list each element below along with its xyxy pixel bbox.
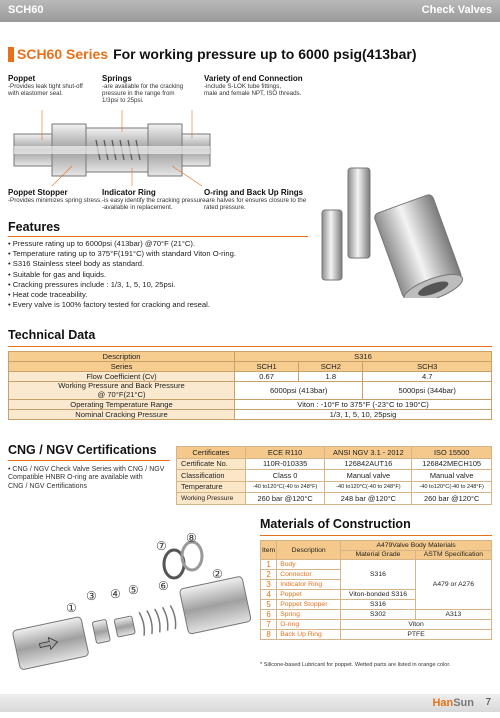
table-cell: S316: [341, 600, 416, 610]
list-item: • Cracking pressures include : 1/3, 1, 5, 10, 25psi.: [8, 279, 176, 289]
table-row: [261, 541, 492, 551]
table-cell: 1/3, 1, 5, 10, 25psig: [235, 410, 492, 420]
callout-desc: -are available for the cracking pressure in the range from 1/3psi to 25psi.: [102, 83, 184, 105]
table-cell: A479 or A276: [415, 560, 491, 610]
table-cell: -40 to120°C(-40 to 248°F): [325, 481, 412, 493]
callout-number: ⑤: [128, 583, 139, 597]
table-cell: PTFE: [341, 630, 492, 640]
materials-table: [260, 540, 492, 640]
table-row: [9, 362, 492, 372]
table-cell: 7: [261, 620, 277, 630]
callout-label: Indicator Ring: [102, 188, 156, 197]
table-cell: 1: [261, 560, 277, 570]
table-cell: SCH1: [235, 362, 299, 372]
table-cell: Body: [277, 560, 341, 570]
table-cell: 126842MECH105: [412, 458, 492, 470]
table-row: [261, 560, 492, 570]
callout-number: ③: [86, 589, 97, 603]
table-cell: 248 bar @120°C: [325, 493, 412, 505]
table-row: [177, 447, 492, 459]
table-cell: 0.67: [235, 372, 299, 382]
cng-note: • CNG / NGV Check Valve Series with CNG / NGV Compatible HNBR O-ring are available with CNG / NGV Certifications: [8, 466, 165, 490]
table-cell: 4: [261, 590, 277, 600]
materials-divider: [260, 535, 492, 536]
table-cell: 5: [261, 600, 277, 610]
table-cell: Working Pressure and Back Pressure @ 70°F(21°C): [9, 382, 235, 400]
table-cell: Classification: [177, 470, 246, 482]
table-row: [177, 493, 492, 505]
callout-label: Poppet Stopper: [8, 188, 68, 197]
list-item: • Heat code traceability.: [8, 290, 88, 300]
table-cell: Class 0: [245, 470, 325, 482]
table-cell: Series: [9, 362, 235, 372]
table-cell: Viton-bonded S316: [341, 590, 416, 600]
table-row: [9, 352, 492, 362]
table-cell: ANSI NGV 3.1 - 2012: [325, 447, 412, 459]
table-cell: ECE R110: [245, 447, 325, 459]
title-marker: [8, 47, 14, 62]
table-row: [177, 458, 492, 470]
callout-springs: [102, 74, 212, 105]
table-cell: 126842AUT16: [325, 458, 412, 470]
callout-desc: -are halves for ensures closure to the rated pressure.: [204, 197, 307, 212]
table-cell: Operating Temperature Range: [9, 400, 235, 410]
table-cell: SCH2: [299, 362, 363, 372]
table-cell: Description: [9, 352, 235, 362]
table-cell: Flow Coefficient (Cv): [9, 372, 235, 382]
callout-end-connection: [204, 74, 344, 97]
page-number: 7: [485, 697, 491, 708]
table-cell: Certificate No.: [177, 458, 246, 470]
callout-poppet-stopper: [8, 188, 103, 204]
table-row: [9, 372, 492, 382]
table-cell: Spring: [277, 610, 341, 620]
callout-desc: -Provides leak tight shut-off with elastomer seal.: [8, 83, 83, 98]
exploded-view-illustration: [6, 528, 254, 678]
table-cell: 5000psi (344bar): [363, 382, 492, 400]
callout-indicator-ring: [102, 188, 212, 211]
technical-divider: [8, 346, 492, 347]
table-cell: 8: [261, 630, 277, 640]
table-cell: 110R-010335: [245, 458, 325, 470]
table-cell: Certificates: [177, 447, 246, 459]
table-cell: 6: [261, 610, 277, 620]
callout-label: O-ring and Back Up Rings: [204, 188, 304, 197]
list-item: • Suitable for gas and liquids.: [8, 269, 107, 279]
brand-logo: HanSun: [432, 697, 474, 709]
header-series: SCH60: [8, 4, 44, 16]
table-cell: -40 to120°C(-40 to 248°F): [412, 481, 492, 493]
list-item: • S316 Stainless steel body as standard.: [8, 259, 145, 269]
table-cell: Item: [261, 541, 277, 560]
table-cell: S316: [235, 352, 492, 362]
table-cell: 6000psi (413bar): [235, 382, 363, 400]
technical-title: Technical Data: [8, 328, 96, 342]
top-bar: [0, 0, 500, 22]
table-cell: ASTM Specification: [415, 550, 491, 560]
callout-number: ⑦: [156, 539, 167, 553]
technical-table: [8, 351, 492, 420]
title-subtitle: For working pressure up to 6000 psig(413bar): [113, 46, 417, 62]
table-cell: Poppet Stopper: [277, 600, 341, 610]
materials-note: * Silicone-based Lubricant for poppet. Wetted parts are listed in orange color.: [260, 662, 451, 668]
features-title: Features: [8, 220, 61, 234]
materials-title: Materials of Construction: [260, 517, 411, 531]
table-cell: Manual valve: [412, 470, 492, 482]
table-cell: S316: [341, 560, 416, 590]
table-cell: 260 bar @120°C: [245, 493, 325, 505]
table-cell: Nominal Cracking Pressure: [9, 410, 235, 420]
table-cell: Manual valve: [325, 470, 412, 482]
product-photos: [308, 158, 494, 298]
table-cell: Indicator Ring: [277, 580, 341, 590]
list-item: • Every valve is 100% factory tested for cracking and reseal.: [8, 300, 210, 310]
callout-number: ①: [66, 601, 77, 615]
callout-label: Springs: [102, 74, 132, 83]
table-cell: 1.8: [299, 372, 363, 382]
table-row: [261, 630, 492, 640]
table-cell: 260 bar @120°C: [412, 493, 492, 505]
table-row: [9, 400, 492, 410]
table-row: [261, 620, 492, 630]
table-cell: S302: [341, 610, 416, 620]
table-row: [177, 481, 492, 493]
title-series: SCH60 Series: [17, 46, 109, 62]
table-row: [9, 410, 492, 420]
callout-desc: -Provides minimizes spring stress.: [8, 197, 102, 204]
cng-title: CNG / NGV Certifications: [8, 443, 157, 457]
callout-desc: -include S-LOK tube fittings, male and female NPT, ISO threads.: [204, 83, 302, 98]
list-item: • Pressure rating up to 6000psi (413bar) @70°F (21°C).: [8, 239, 195, 248]
callout-oring-backup: [204, 188, 324, 211]
table-cell: Viton: [341, 620, 492, 630]
table-cell: Poppet: [277, 590, 341, 600]
cert-table: [176, 446, 492, 505]
table-cell: A479Valve Body Materials: [341, 541, 492, 551]
cng-divider: [8, 460, 170, 461]
table-cell: 2: [261, 570, 277, 580]
features-list: [8, 239, 308, 310]
table-cell: -40 to120°C(-40 to 248°F): [245, 481, 325, 493]
footer: [0, 694, 500, 712]
table-cell: Material Grade: [341, 550, 416, 560]
table-row: [177, 470, 492, 482]
callout-desc: -is easy identify the cracking pressure. -available in replacement.: [102, 197, 208, 212]
table-cell: 4.7: [363, 372, 492, 382]
callout-number: ②: [212, 567, 223, 581]
callout-label: Poppet: [8, 74, 36, 83]
callout-number: ⑧: [186, 531, 197, 545]
callout-number: ④: [110, 587, 121, 601]
table-cell: Description: [277, 541, 341, 560]
table-row: [261, 610, 492, 620]
table-cell: Connector: [277, 570, 341, 580]
table-cell: 3: [261, 580, 277, 590]
table-cell: ISO 15500: [412, 447, 492, 459]
features-divider: [8, 236, 308, 237]
callout-poppet: [8, 74, 98, 97]
table-cell: SCH3: [363, 362, 492, 372]
callout-number: ⑥: [158, 579, 169, 593]
list-item: • Temperature rating up to 375°F(191°C) with standard Viton O-ring.: [8, 249, 236, 259]
table-cell: Viton : -10°F to 375°F (-23°C to 190°C): [235, 400, 492, 410]
table-row: [9, 382, 492, 400]
valve-cross-section-illustration: [12, 110, 212, 186]
table-cell: O-ring: [277, 620, 341, 630]
page-title: [8, 46, 416, 62]
callout-label: Variety of end Connection: [204, 74, 303, 83]
header-category: Check Valves: [421, 4, 492, 16]
table-cell: Back Up Ring: [277, 630, 341, 640]
table-cell: A313: [415, 610, 491, 620]
table-cell: Working Pressure: [177, 493, 246, 505]
table-cell: Temperature: [177, 481, 246, 493]
